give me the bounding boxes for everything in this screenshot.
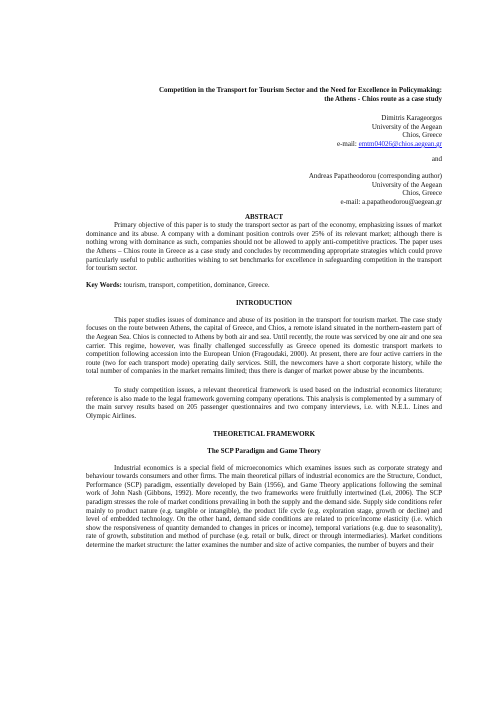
theory-heading: THEORETICAL FRAMEWORK <box>212 430 316 439</box>
and-separator: and <box>431 154 442 163</box>
theory-paragraph-1: Industrial economics is a special field of microeconomics which examines issues such as corporate strategy and behaviour towards consumers and other firms. The main theoretical pillars of industrial economics are the Structure, Conduct, Performance (SCP) paradigm, essentially developed by Bain (1956), and Game Theory applications following the seminal work of John Nash (Gibbons, 1992). More recently, the two frameworks were fruitfully intertwined (Lei, 2006). The SCP paradigm stresses the role of market conditions prevailing in both the supply and the demand side. Supply side conditions refer mainly to product nature (e.g. tangible or intangible), the product life cycle (e.g. exploration stage, growth or decline) and level of embedded technology. On the other hand, demand side conditions are related to price/income elasticity (i.e. which show the responsiveness of quantity demanded to changes in prices or income), temporal variations (e.g. due to seasonality), rate of growth, substitution and method of purchase (e.g. retail or bulk, direct or through intermediaries). Market conditions determine the market structure: the latter examines the number and size of active companies, the number of buyers and their <box>86 463 442 549</box>
author-1-name: Dimitris Karageorgos <box>381 114 442 123</box>
title-line-1: Competition in the Transport for Tourism Sector and the Need for Excellence in Policymaking: <box>158 86 442 94</box>
author-2-location: Chios, Greece <box>402 189 442 198</box>
author-1-email-link[interactable]: emtm04026@chios.aegean.gr <box>358 139 442 148</box>
author-2-block <box>86 172 442 206</box>
keywords-label: Key Words: <box>86 280 122 289</box>
abstract-text: Primary objective of this paper is to study the transport sector as part of the economy, emphasizing issues of market dominance and its abuse. A company with a dominant position controls over 25% of its relevant market; although there is nothing wrong with dominance as such, companies should not be allowed to apply anti-competitive practices. The paper uses the Athens – Chios route in Greece as a case study and concludes by recommending appropriate strategies which could prove particularly useful to public authorities wishing to set benchmarks for excellence in safeguarding competition in the transport for tourism sector. <box>86 221 442 273</box>
introduction-paragraph-1: This paper studies issues of dominance and abuse of its position in the transport for tourism market. The case study focuses on the route between Athens, the capital of Greece, and Chios, a remote island situated in the northern-eastern part of the Aegean Sea. Chios is connected to Athens by both air and sea. Until recently, the route was serviced by one air and one sea carrier. This regime, however, was finally challenged successfully as Greece opened its domestic transport markets to competition following accession into the European Union (Fragoudaki, 2000). At present, there are four active carriers in the route (two for each transport mode) operating daily services. Still, the newcomers have a short corporate history, while the total number of companies in the market remains limited; thus there is danger of market power abuse by the incumbents. <box>86 315 442 376</box>
author-1-email-label: e-mail: <box>336 139 359 148</box>
abstract-heading: ABSTRACT <box>244 212 284 221</box>
author-1-block <box>86 114 442 148</box>
author-1-email-line <box>86 140 442 149</box>
author-1-location: Chios, Greece <box>402 131 442 140</box>
introduction-paragraph-2: To study competition issues, a relevant theoretical framework is used based on the industrial economics literature; reference is also made to the legal framework governing company operations. This analysis is complemented by a summary of the main survey results based on 205 passenger questionnaires and two company interviews, i.e. with N.E.L. Lines and Olympic Airlines. <box>86 386 442 420</box>
paper-content <box>86 86 442 550</box>
author-2-affiliation: University of the Aegean <box>371 180 442 189</box>
author-2-email: e-mail: a.papatheodorou@aegean.gr <box>340 197 442 206</box>
theory-subheading: The SCP Paradigm and Game Theory <box>207 447 321 455</box>
introduction-heading: INTRODUCTION <box>235 299 292 308</box>
keywords-text: tourism, transport, competition, dominance, Greece. <box>121 280 270 289</box>
author-1-affiliation: University of the Aegean <box>371 122 442 131</box>
keywords-line <box>86 281 442 290</box>
paper-title <box>86 86 442 103</box>
title-line-2: the Athens - Chios route as a case study <box>324 94 442 103</box>
author-2-name: Andreas Papatheodorou (corresponding author) <box>308 172 442 181</box>
